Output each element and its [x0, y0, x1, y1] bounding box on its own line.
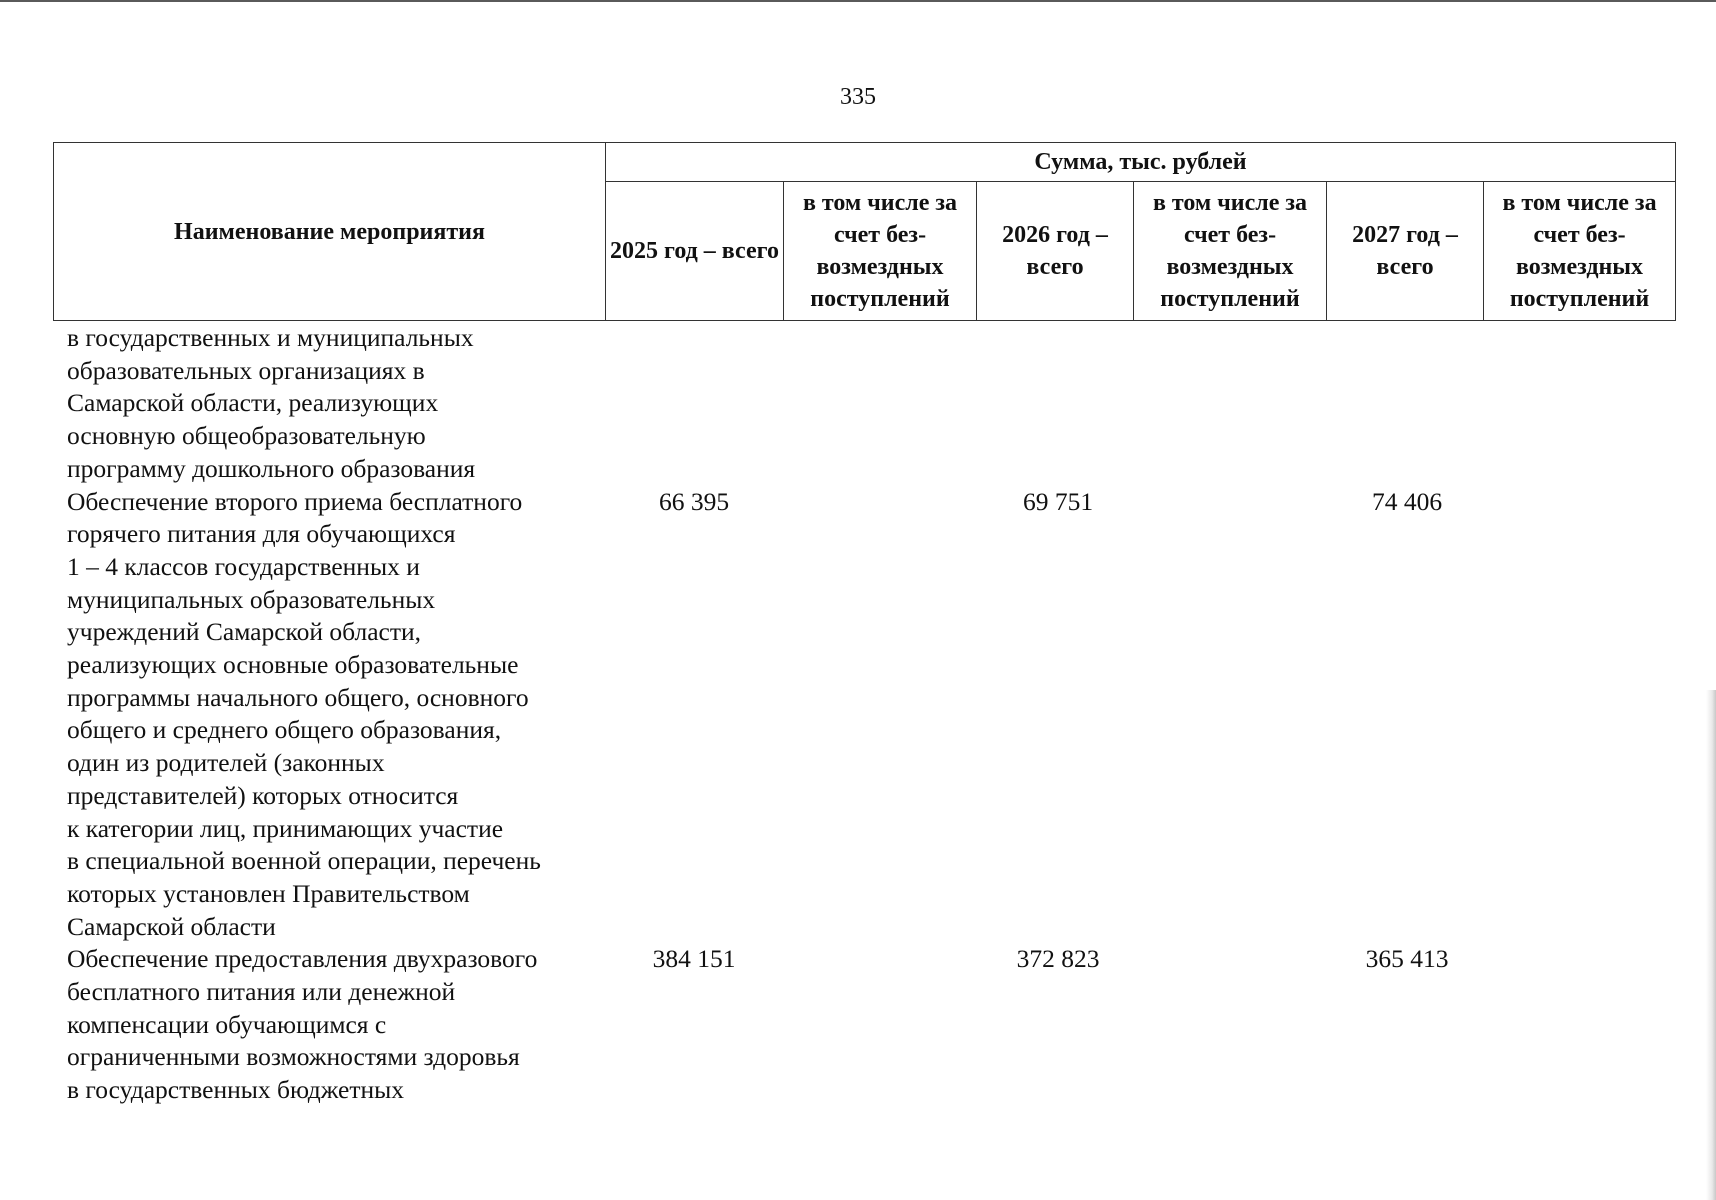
table-row — [53, 486, 1675, 944]
value-2027-total: 365 413 — [1365, 944, 1449, 974]
scan-top-edge — [0, 0, 1716, 2]
header-sum-group: Сумма, тыс. рублей — [606, 143, 1676, 182]
header-2027-free-receipts: в том числе за счет без-возмездных поступлений — [1484, 182, 1676, 321]
table-body — [53, 322, 1675, 1107]
scan-right-edge-shadow — [1706, 690, 1716, 1200]
header-2025-free-receipts: в том числе за счет без-возмездных поступлений — [784, 182, 977, 321]
value-2026-total: 69 751 — [1022, 486, 1094, 516]
table-row — [53, 322, 1675, 486]
value-2025-total: 384 151 — [652, 944, 736, 974]
page-number: 335 — [840, 84, 876, 110]
header-name-column: Наименование мероприятия — [54, 143, 606, 321]
measure-name: Обеспечение предоставления двухразового бесплатного питания или денежной компенсации обучающимся с ограниченными возможностями здоровья в государственных бюджетных — [67, 944, 538, 1105]
header-2026-free-receipts: в том числе за счет без-возмездных поступлений — [1134, 182, 1327, 321]
value-2026-total: 372 823 — [1016, 944, 1100, 974]
measure-name: в государственных и муниципальных образовательных организациях в Самарской области, реализующих основную общеобразовательную программу дошкольного образования — [67, 323, 476, 483]
header-2027-total: 2027 год – всего — [1327, 182, 1484, 321]
value-2027-total: 74 406 — [1371, 486, 1443, 516]
table-header — [53, 142, 1676, 321]
measure-name: Обеспечение второго приема бесплатного горячего питания для обучающихся 1 – 4 классов государственных и муниципальных образовательных учреждений Самарской области, реализующих основные образовательные программы начального общего, основного общего и среднего общего образования, один из родителей (законных представителей) которых относится к категории лиц, принимающих участие в специальной военной операции, перечень которых установлен Правительством Самарской области — [67, 486, 541, 941]
table-row — [53, 943, 1675, 1107]
header-2026-total: 2026 год – всего — [977, 182, 1134, 321]
header-2025-total: 2025 год – всего — [606, 182, 784, 321]
value-2025-total: 66 395 — [658, 486, 730, 516]
